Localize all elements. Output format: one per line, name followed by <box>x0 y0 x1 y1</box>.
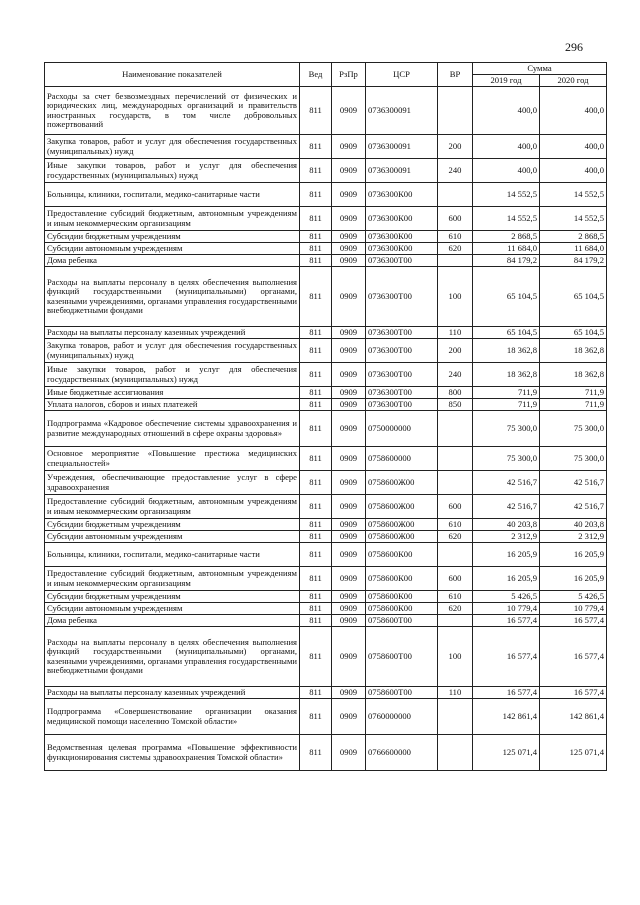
table-header <box>45 63 607 87</box>
cell-ved: 811 <box>300 471 332 495</box>
header-year-2019: 2019 год <box>473 75 540 87</box>
cell-2020: 16 577,4 <box>540 627 607 687</box>
cell-ved: 811 <box>300 243 332 255</box>
cell-2020: 10 779,4 <box>540 603 607 615</box>
cell-csr: 0758600Ж00 <box>366 471 438 495</box>
cell-rzpr: 0909 <box>332 591 366 603</box>
cell-name: Расходы на выплаты персоналу в целях обеспечения выполнения функций государственными (муниципальными) органами, казенными учреждениями, органами управления государственными внебюджетными фондами <box>45 267 300 327</box>
cell-ved: 811 <box>300 603 332 615</box>
cell-rzpr: 0909 <box>332 183 366 207</box>
cell-2019: 40 203,8 <box>473 519 540 531</box>
cell-2020: 2 312,9 <box>540 531 607 543</box>
cell-2019: 16 577,4 <box>473 687 540 699</box>
cell-name: Субсидии автономным учреждениям <box>45 531 300 543</box>
table-body <box>45 87 607 771</box>
cell-2020: 42 516,7 <box>540 495 607 519</box>
header-sum: Сумма <box>473 63 607 75</box>
cell-2020: 42 516,7 <box>540 471 607 495</box>
cell-csr: 0736300К00 <box>366 183 438 207</box>
table-row <box>45 159 607 183</box>
cell-rzpr: 0909 <box>332 627 366 687</box>
cell-2020: 2 868,5 <box>540 231 607 243</box>
cell-2020: 84 179,2 <box>540 255 607 267</box>
cell-csr: 0736300Т00 <box>366 399 438 411</box>
cell-vr <box>438 615 473 627</box>
cell-vr: 620 <box>438 531 473 543</box>
cell-vr: 610 <box>438 231 473 243</box>
table-row <box>45 207 607 231</box>
cell-2019: 42 516,7 <box>473 495 540 519</box>
cell-rzpr: 0909 <box>332 411 366 447</box>
cell-rzpr: 0909 <box>332 159 366 183</box>
cell-2019: 16 205,9 <box>473 543 540 567</box>
cell-rzpr: 0909 <box>332 615 366 627</box>
table-row <box>45 603 607 615</box>
cell-2020: 40 203,8 <box>540 519 607 531</box>
cell-ved: 811 <box>300 183 332 207</box>
cell-vr <box>438 735 473 771</box>
cell-2020: 400,0 <box>540 159 607 183</box>
cell-name: Иные закупки товаров, работ и услуг для обеспечения государственных (муниципальных) нужд <box>45 363 300 387</box>
cell-2019: 16 577,4 <box>473 627 540 687</box>
cell-2020: 14 552,5 <box>540 183 607 207</box>
cell-csr: 0736300Т00 <box>366 327 438 339</box>
cell-vr <box>438 447 473 471</box>
cell-vr: 200 <box>438 339 473 363</box>
cell-rzpr: 0909 <box>332 87 366 135</box>
cell-csr: 0736300091 <box>366 87 438 135</box>
cell-rzpr: 0909 <box>332 135 366 159</box>
cell-name: Больницы, клиники, госпитали, медико-санитарные части <box>45 183 300 207</box>
cell-ved: 811 <box>300 87 332 135</box>
cell-2020: 75 300,0 <box>540 447 607 471</box>
table-row <box>45 447 607 471</box>
cell-vr <box>438 411 473 447</box>
cell-name: Расходы на выплаты персоналу казенных учреждений <box>45 327 300 339</box>
cell-rzpr: 0909 <box>332 447 366 471</box>
cell-name: Основное мероприятие «Повышение престижа медицинских специальностей» <box>45 447 300 471</box>
cell-vr <box>438 543 473 567</box>
cell-name: Субсидии автономным учреждениям <box>45 603 300 615</box>
table-row <box>45 399 607 411</box>
cell-ved: 811 <box>300 399 332 411</box>
cell-2019: 711,9 <box>473 399 540 411</box>
cell-ved: 811 <box>300 567 332 591</box>
header-name: Наименование показателей <box>45 63 300 87</box>
cell-csr: 0758600К00 <box>366 591 438 603</box>
cell-rzpr: 0909 <box>332 495 366 519</box>
cell-vr: 200 <box>438 135 473 159</box>
cell-csr: 0758600Ж00 <box>366 495 438 519</box>
table-row <box>45 183 607 207</box>
cell-name: Закупка товаров, работ и услуг для обеспечения государственных (муниципальных) нужд <box>45 135 300 159</box>
cell-csr: 0736300091 <box>366 159 438 183</box>
cell-ved: 811 <box>300 531 332 543</box>
cell-vr <box>438 471 473 495</box>
cell-2019: 84 179,2 <box>473 255 540 267</box>
cell-2019: 75 300,0 <box>473 411 540 447</box>
cell-name: Расходы на выплаты персоналу в целях обеспечения выполнения функций государственными (муниципальными) органами, казенными учреждениями, органами управления государственными внебюджетными фондами <box>45 627 300 687</box>
cell-ved: 811 <box>300 495 332 519</box>
cell-csr: 0758600Ж00 <box>366 519 438 531</box>
cell-csr: 0736300091 <box>366 135 438 159</box>
cell-name: Закупка товаров, работ и услуг для обеспечения государственных (муниципальных) нужд <box>45 339 300 363</box>
cell-ved: 811 <box>300 735 332 771</box>
cell-rzpr: 0909 <box>332 531 366 543</box>
cell-2020: 16 577,4 <box>540 615 607 627</box>
cell-vr: 100 <box>438 267 473 327</box>
cell-csr: 0760000000 <box>366 699 438 735</box>
cell-csr: 0736300Т00 <box>366 387 438 399</box>
cell-rzpr: 0909 <box>332 243 366 255</box>
cell-ved: 811 <box>300 591 332 603</box>
cell-2019: 18 362,8 <box>473 339 540 363</box>
table-row <box>45 627 607 687</box>
cell-2019: 5 426,5 <box>473 591 540 603</box>
cell-vr: 110 <box>438 687 473 699</box>
cell-ved: 811 <box>300 363 332 387</box>
header-csr: ЦСР <box>366 63 438 87</box>
cell-vr <box>438 255 473 267</box>
cell-2020: 125 071,4 <box>540 735 607 771</box>
cell-2019: 11 684,0 <box>473 243 540 255</box>
cell-2019: 400,0 <box>473 87 540 135</box>
cell-csr: 0736300Т00 <box>366 267 438 327</box>
cell-ved: 811 <box>300 207 332 231</box>
cell-2020: 400,0 <box>540 87 607 135</box>
cell-csr: 0736300К00 <box>366 231 438 243</box>
cell-ved: 811 <box>300 627 332 687</box>
cell-ved: 811 <box>300 687 332 699</box>
cell-ved: 811 <box>300 519 332 531</box>
header-vr: ВР <box>438 63 473 87</box>
cell-rzpr: 0909 <box>332 687 366 699</box>
cell-name: Субсидии бюджетным учреждениям <box>45 519 300 531</box>
cell-2020: 14 552,5 <box>540 207 607 231</box>
cell-ved: 811 <box>300 327 332 339</box>
table-row <box>45 531 607 543</box>
cell-name: Иные бюджетные ассигнования <box>45 387 300 399</box>
cell-2019: 400,0 <box>473 159 540 183</box>
cell-rzpr: 0909 <box>332 339 366 363</box>
cell-vr: 240 <box>438 159 473 183</box>
table-row <box>45 327 607 339</box>
cell-2020: 65 104,5 <box>540 267 607 327</box>
cell-rzpr: 0909 <box>332 543 366 567</box>
cell-csr: 0758600К00 <box>366 567 438 591</box>
cell-rzpr: 0909 <box>332 231 366 243</box>
cell-ved: 811 <box>300 615 332 627</box>
cell-2019: 2 312,9 <box>473 531 540 543</box>
cell-csr: 0736300Т00 <box>366 339 438 363</box>
cell-csr: 0736300К00 <box>366 243 438 255</box>
cell-rzpr: 0909 <box>332 471 366 495</box>
cell-name: Учреждения, обеспечивающие предоставление услуг в сфере здравоохранения <box>45 471 300 495</box>
cell-vr: 850 <box>438 399 473 411</box>
cell-2019: 16 577,4 <box>473 615 540 627</box>
cell-vr: 600 <box>438 567 473 591</box>
cell-2020: 16 205,9 <box>540 567 607 591</box>
cell-vr: 620 <box>438 243 473 255</box>
cell-2020: 400,0 <box>540 135 607 159</box>
cell-name: Ведомственная целевая программа «Повышение эффективности функционирования системы здравоохранения Томской области» <box>45 735 300 771</box>
cell-rzpr: 0909 <box>332 255 366 267</box>
cell-2019: 125 071,4 <box>473 735 540 771</box>
table-row <box>45 411 607 447</box>
table-row <box>45 135 607 159</box>
cell-name: Дома ребенка <box>45 615 300 627</box>
cell-rzpr: 0909 <box>332 567 366 591</box>
cell-name: Субсидии автономным учреждениям <box>45 243 300 255</box>
cell-2020: 16 205,9 <box>540 543 607 567</box>
table-row <box>45 543 607 567</box>
cell-ved: 811 <box>300 159 332 183</box>
table-row <box>45 495 607 519</box>
cell-name: Больницы, клиники, госпитали, медико-санитарные части <box>45 543 300 567</box>
cell-ved: 811 <box>300 135 332 159</box>
cell-2019: 400,0 <box>473 135 540 159</box>
cell-2020: 18 362,8 <box>540 339 607 363</box>
cell-ved: 811 <box>300 543 332 567</box>
cell-vr <box>438 183 473 207</box>
page-number: 296 <box>565 40 583 54</box>
table-row <box>45 363 607 387</box>
cell-2019: 18 362,8 <box>473 363 540 387</box>
cell-2019: 142 861,4 <box>473 699 540 735</box>
cell-csr: 0758600Т00 <box>366 615 438 627</box>
header-ved: Вед <box>300 63 332 87</box>
cell-name: Субсидии бюджетным учреждениям <box>45 231 300 243</box>
cell-ved: 811 <box>300 447 332 471</box>
cell-ved: 811 <box>300 267 332 327</box>
cell-2019: 65 104,5 <box>473 327 540 339</box>
cell-vr: 240 <box>438 363 473 387</box>
cell-name: Предоставление субсидий бюджетным, автономным учреждениям и иным некоммерческим организациям <box>45 567 300 591</box>
cell-csr: 0736300Т00 <box>366 255 438 267</box>
cell-csr: 0758600000 <box>366 447 438 471</box>
cell-csr: 0758600К00 <box>366 603 438 615</box>
cell-name: Предоставление субсидий бюджетным, автономным учреждениям и иным некоммерческим организациям <box>45 495 300 519</box>
cell-rzpr: 0909 <box>332 735 366 771</box>
cell-2019: 16 205,9 <box>473 567 540 591</box>
cell-rzpr: 0909 <box>332 699 366 735</box>
cell-csr: 0758600Т00 <box>366 687 438 699</box>
header-year-2020: 2020 год <box>540 75 607 87</box>
cell-vr: 110 <box>438 327 473 339</box>
table-row <box>45 567 607 591</box>
cell-name: Субсидии бюджетным учреждениям <box>45 591 300 603</box>
header-rzpr: РзПр <box>332 63 366 87</box>
table-row <box>45 87 607 135</box>
cell-2019: 10 779,4 <box>473 603 540 615</box>
cell-2020: 711,9 <box>540 399 607 411</box>
cell-ved: 811 <box>300 411 332 447</box>
cell-name: Уплата налогов, сборов и иных платежей <box>45 399 300 411</box>
cell-2020: 142 861,4 <box>540 699 607 735</box>
cell-name: Иные закупки товаров, работ и услуг для обеспечения государственных (муниципальных) нужд <box>45 159 300 183</box>
table-row <box>45 231 607 243</box>
cell-rzpr: 0909 <box>332 207 366 231</box>
cell-rzpr: 0909 <box>332 327 366 339</box>
cell-2019: 75 300,0 <box>473 447 540 471</box>
cell-2019: 14 552,5 <box>473 183 540 207</box>
cell-name: Расходы на выплаты персоналу казенных учреждений <box>45 687 300 699</box>
cell-rzpr: 0909 <box>332 399 366 411</box>
cell-csr: 0736300Т00 <box>366 363 438 387</box>
table-row <box>45 255 607 267</box>
cell-csr: 0758600Ж00 <box>366 531 438 543</box>
cell-2020: 5 426,5 <box>540 591 607 603</box>
cell-ved: 811 <box>300 255 332 267</box>
table-row <box>45 471 607 495</box>
table-row <box>45 519 607 531</box>
cell-rzpr: 0909 <box>332 603 366 615</box>
cell-2020: 16 577,4 <box>540 687 607 699</box>
cell-vr: 610 <box>438 519 473 531</box>
cell-ved: 811 <box>300 339 332 363</box>
table-row <box>45 243 607 255</box>
table-row <box>45 339 607 363</box>
cell-csr: 0766600000 <box>366 735 438 771</box>
cell-rzpr: 0909 <box>332 267 366 327</box>
cell-vr: 620 <box>438 603 473 615</box>
cell-vr: 600 <box>438 495 473 519</box>
cell-ved: 811 <box>300 387 332 399</box>
cell-2020: 75 300,0 <box>540 411 607 447</box>
cell-2019: 14 552,5 <box>473 207 540 231</box>
table-row <box>45 267 607 327</box>
budget-table <box>44 62 607 771</box>
cell-2020: 11 684,0 <box>540 243 607 255</box>
cell-vr: 100 <box>438 627 473 687</box>
cell-csr: 0750000000 <box>366 411 438 447</box>
cell-2019: 2 868,5 <box>473 231 540 243</box>
table-row <box>45 615 607 627</box>
cell-name: Предоставление субсидий бюджетным, автономным учреждениям и иным некоммерческим организациям <box>45 207 300 231</box>
cell-vr: 610 <box>438 591 473 603</box>
table-row <box>45 687 607 699</box>
cell-csr: 0736300К00 <box>366 207 438 231</box>
cell-ved: 811 <box>300 699 332 735</box>
cell-2020: 18 362,8 <box>540 363 607 387</box>
cell-csr: 0758600Т00 <box>366 627 438 687</box>
cell-2020: 711,9 <box>540 387 607 399</box>
cell-name: Расходы за счет безвозмездных перечислений от физических и юридических лиц, международных организаций и правительств иностранных государств, в том числе добровольных пожертвований <box>45 87 300 135</box>
cell-rzpr: 0909 <box>332 387 366 399</box>
cell-2020: 65 104,5 <box>540 327 607 339</box>
cell-rzpr: 0909 <box>332 519 366 531</box>
cell-name: Подпрограмма «Совершенствование организации оказания медицинской помощи населению Томской области» <box>45 699 300 735</box>
cell-vr <box>438 87 473 135</box>
table-row <box>45 591 607 603</box>
cell-name: Дома ребенка <box>45 255 300 267</box>
cell-csr: 0758600К00 <box>366 543 438 567</box>
table-row <box>45 735 607 771</box>
cell-vr <box>438 699 473 735</box>
cell-name: Подпрограмма «Кадровое обеспечение системы здравоохранения и развитие международных отношений в сфере охраны здоровья» <box>45 411 300 447</box>
cell-2019: 42 516,7 <box>473 471 540 495</box>
table-row <box>45 387 607 399</box>
cell-ved: 811 <box>300 231 332 243</box>
cell-vr: 800 <box>438 387 473 399</box>
cell-vr: 600 <box>438 207 473 231</box>
cell-rzpr: 0909 <box>332 363 366 387</box>
table-row <box>45 699 607 735</box>
cell-2019: 65 104,5 <box>473 267 540 327</box>
cell-2019: 711,9 <box>473 387 540 399</box>
